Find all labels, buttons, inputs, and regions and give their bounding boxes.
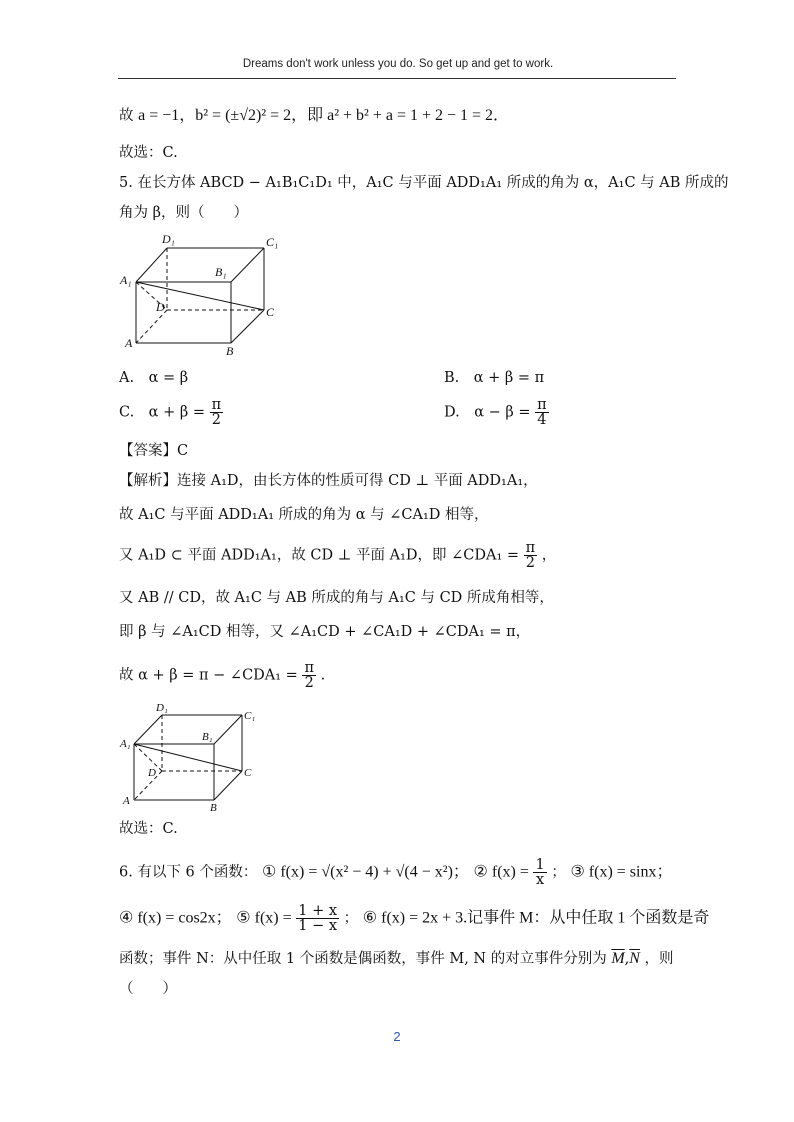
q6-function-2-suffix: ； xyxy=(551,864,566,881)
label-C: C xyxy=(244,767,252,779)
fraction-numerator: 1 xyxy=(535,857,545,873)
q5-choice: 故选：C. xyxy=(119,821,178,837)
cuboid-figure-2 xyxy=(118,700,278,815)
q6-line3 xyxy=(119,949,674,969)
label-B1: B₁ xyxy=(215,265,227,279)
q6-line3-text: 函数；事件 N：从中任取 1 个函数是偶函数，事件 M, N 的对立事件分别为 xyxy=(119,951,607,967)
prev-solution-line xyxy=(119,106,509,126)
fraction-denominator: x xyxy=(536,872,545,888)
prev-choice: 故选：C. xyxy=(119,145,178,161)
q5-option-d-prefix: D. α − β = xyxy=(444,404,531,421)
q6-function-5-suffix: ； xyxy=(343,910,359,927)
q5-option-c-prefix: C. α + β = xyxy=(119,404,205,421)
page-number: 2 xyxy=(393,1029,401,1044)
q6-line2 xyxy=(119,904,709,933)
q5-analysis-line3-fraction xyxy=(524,541,538,570)
q5-analysis-line6-prefix: 故 α + β = π − ∠CDA₁ = xyxy=(119,667,298,684)
label-B: B xyxy=(210,802,217,814)
q5-stem-line1: 5. 在长方体 ABCD − A₁B₁C₁D₁ 中，A₁C 与平面 ADD₁A₁ 所成的角为 α，A₁C 与 AB 所成的 xyxy=(119,175,729,191)
q5-stem-line2: 角为 β，则（ ） xyxy=(119,205,248,221)
fraction-numerator: π xyxy=(525,540,536,556)
q6-function-5-fraction xyxy=(296,904,339,933)
q6-n-bar: $\overline{N}$ xyxy=(629,950,640,967)
fraction-numerator: π xyxy=(304,660,314,676)
q6-line4: （ ） xyxy=(119,981,177,997)
label-C1: C₁ xyxy=(244,710,256,722)
q5-analysis-line3-suffix: ， xyxy=(541,547,557,564)
q6-comma: , xyxy=(624,951,630,967)
q5-option-c xyxy=(119,398,223,427)
fraction-numerator: π xyxy=(537,397,547,413)
q5-answer: 【答案】C xyxy=(119,443,189,459)
q6-function-3: ③ f(x) = sinx； xyxy=(570,863,673,881)
label-A: A xyxy=(125,336,133,350)
q6-function-4: ④ f(x) = cos2x； xyxy=(119,909,232,927)
q5-option-d xyxy=(444,398,549,427)
fraction-denominator: 2 xyxy=(304,675,314,691)
q5-analysis-line6-fraction xyxy=(302,661,316,690)
label-A1: A₁ xyxy=(120,273,132,287)
fraction-numerator: π xyxy=(211,397,222,413)
q6-function-5-prefix: ⑤ f(x) = xyxy=(236,909,292,927)
fraction-denominator: 4 xyxy=(537,412,547,428)
q6-function-6: ⑥ f(x) = 2x + 3.记事件 M：从中任取 1 个函数是奇 xyxy=(362,909,710,927)
q6-function-2-fraction xyxy=(533,858,546,887)
q5-option-a: A. α = β xyxy=(119,370,189,386)
q5-analysis-line3-prefix: 又 A₁D ⊂ 平面 ADD₁A₁，故 CD ⊥ 平面 A₁D，即 ∠CDA₁ = xyxy=(119,547,520,564)
q5-analysis-line4: 又 AB // CD，故 A₁C 与 AB 所成的角与 A₁C 与 CD 所成角相等， xyxy=(119,590,554,606)
q5-analysis-line5: 即 β 与 ∠A₁CD 相等，又 ∠A₁CD + ∠CA₁D + ∠CDA₁ = π， xyxy=(119,624,531,640)
q6-line3-end: ，则 xyxy=(644,951,674,967)
page-header-motto: Dreams don't work unless you do. So get up and get to work. xyxy=(242,58,554,70)
q5-option-c-fraction xyxy=(210,398,224,427)
label-C: C xyxy=(266,305,275,319)
header-divider xyxy=(118,78,676,79)
q6-line1 xyxy=(119,858,672,887)
q5-analysis-line6 xyxy=(119,661,325,690)
q6-function-1: ① f(x) = √(x² − 4) + √(4 − x²)； xyxy=(262,863,469,881)
prev-solution-formula: a = −1，b² = (±√2)² = 2，即 a² + b² + a = 1 + 2 − 1 = 2． xyxy=(138,107,510,124)
label-C1: C₁ xyxy=(266,235,279,249)
q5-analysis-line6-suffix: . xyxy=(320,667,326,684)
q6-intro: 6. 有以下 6 个函数： xyxy=(119,864,258,881)
label-D1: D₁ xyxy=(162,232,175,246)
fraction-numerator: 1 + x xyxy=(298,903,338,919)
label-A: A xyxy=(123,795,130,807)
cuboid-figure-1 xyxy=(118,230,288,360)
q6-m-bar: $\overline{M}$ xyxy=(611,950,625,967)
q5-analysis-line2: 故 A₁C 与平面 ADD₁A₁ 所成的角为 α 与 ∠CA₁D 相等， xyxy=(119,507,489,523)
label-B1: B₁ xyxy=(202,731,213,743)
fraction-denominator: 2 xyxy=(211,412,221,428)
label-D: D xyxy=(148,767,156,779)
label-D1: D₁ xyxy=(156,702,168,714)
label-D: D xyxy=(156,300,165,314)
fraction-denominator: 2 xyxy=(525,555,536,571)
fraction-denominator: 1 − x xyxy=(298,918,338,934)
label-B: B xyxy=(226,344,234,358)
q6-function-2-prefix: ② f(x) = xyxy=(473,863,529,881)
q5-analysis-line1: 【解析】连接 A₁D，由长方体的性质可得 CD ⊥ 平面 ADD₁A₁， xyxy=(119,473,538,489)
label-A1: A₁ xyxy=(120,738,131,750)
q5-option-b: B. α + β = π xyxy=(444,370,545,386)
q5-option-d-fraction xyxy=(535,398,549,427)
prev-solution-prefix: 故 xyxy=(119,108,134,124)
q5-analysis-line3 xyxy=(119,541,556,570)
